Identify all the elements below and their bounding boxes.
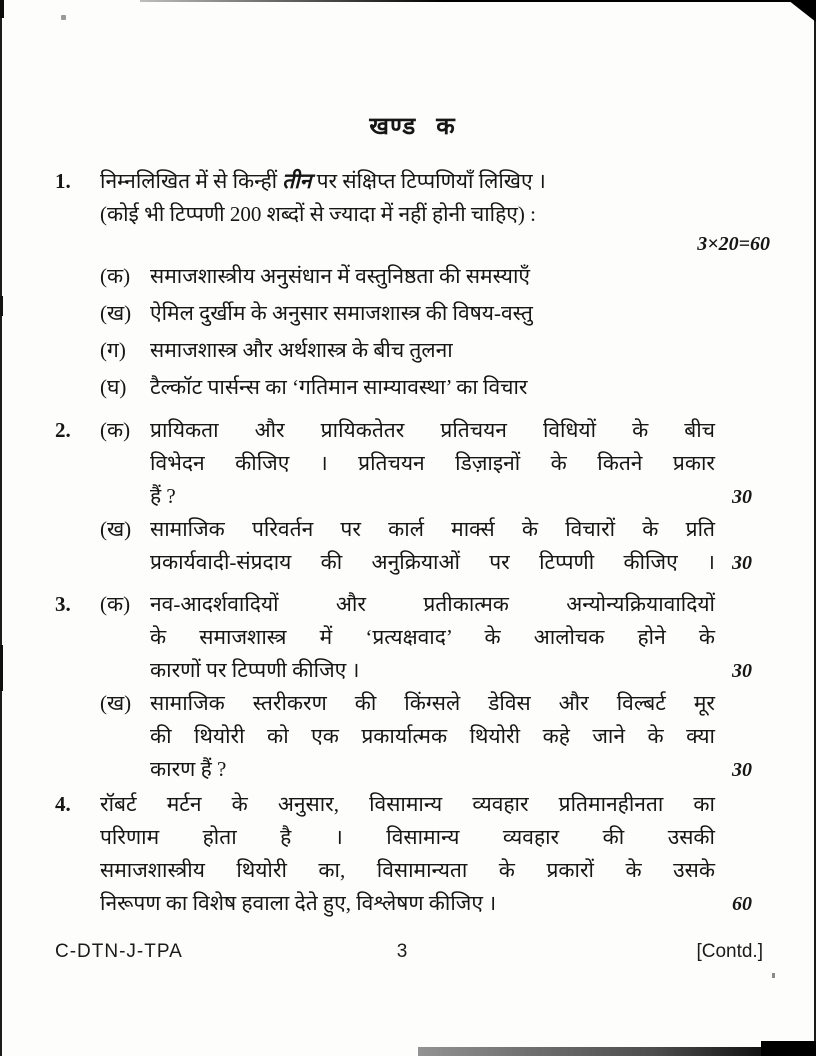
marks-value: 30 bbox=[732, 759, 752, 781]
question-text-line: निरूपण का विशेष हवाला देते हुए, विश्लेषण कीजिए । bbox=[100, 891, 497, 915]
question-part bbox=[55, 334, 770, 367]
page-content bbox=[55, 0, 770, 920]
scan-artifact-bottom-right-block bbox=[761, 1041, 816, 1056]
part-label: (क) bbox=[100, 264, 131, 288]
question-part bbox=[55, 297, 770, 330]
scan-artifact-bottom-bar bbox=[418, 1047, 816, 1056]
question-text-line: रॉबर्ट मर्टन के अनुसार, विसामान्य व्यवहार प्रतिमानहीनता का bbox=[100, 792, 715, 816]
question-part bbox=[55, 371, 770, 404]
part-text-line: हैं ? bbox=[150, 484, 176, 508]
question-1-number: 1. bbox=[55, 169, 71, 193]
question-text-line: परिणाम होता है । विसामान्य व्यवहार की उसकी bbox=[100, 825, 715, 849]
part-text-line: नव-आदर्शवादियों और प्रतीकात्मक अन्योन्यक्रियावादियों bbox=[150, 592, 715, 616]
question-1-parts bbox=[55, 260, 770, 404]
part-text-line: सामाजिक स्तरीकरण की किंग्सले डेविस और विल्बर्ट मूर bbox=[150, 691, 715, 715]
marks-value: 30 bbox=[732, 552, 752, 574]
part-text-line: प्रायिकता और प्रायिकतेतर प्रतिचयन विधियों के बीच bbox=[150, 418, 715, 442]
question-part bbox=[55, 260, 770, 293]
part-text: समाजशास्त्रीय अनुसंधान में वस्तुनिष्ठता की समस्याएँ bbox=[150, 264, 530, 288]
question-4 bbox=[55, 788, 770, 920]
scan-artifact-top-right-corner bbox=[788, 0, 816, 22]
part-label: (घ) bbox=[100, 375, 127, 399]
marks-value: 30 bbox=[732, 486, 752, 508]
part-text-line: कारण हैं ? bbox=[150, 757, 227, 781]
paper-code: C-DTN-J-TPA bbox=[55, 941, 183, 962]
question-2-number: 2. bbox=[55, 418, 71, 442]
part-text-line: के समाजशास्त्र में ‘प्रत्यक्षवाद’ के आलोचक होने के bbox=[150, 625, 715, 649]
question-1-intro-line2: (कोई भी टिप्पणी 200 शब्दों से ज्यादा में नहीं होनी चाहिए) : bbox=[100, 202, 536, 226]
scan-artifact-left-edge bbox=[0, 0, 2, 1056]
question-3a bbox=[55, 588, 770, 687]
marks-value: 60 bbox=[732, 893, 752, 915]
part-text: टैल्कॉट पार्सन्स का ‘गतिमान साम्यावस्था’ का विचार bbox=[150, 375, 528, 399]
question-3b bbox=[55, 687, 770, 786]
part-text-line: सामाजिक परिवर्तन पर कार्ल मार्क्स के विचारों के प्रति bbox=[150, 517, 715, 541]
question-2a bbox=[55, 414, 770, 513]
part-text: समाजशास्त्र और अर्थशास्त्र के बीच तुलना bbox=[150, 338, 453, 362]
scan-artifact-speck bbox=[61, 15, 66, 20]
question-1-intro-line1 bbox=[100, 165, 715, 198]
part-label: (क) bbox=[100, 592, 131, 616]
question-text-line: समाजशास्त्रीय थियोरी का, विसामान्यता के प्रकारों के उसके bbox=[100, 858, 715, 882]
page-footer bbox=[55, 941, 763, 963]
scan-artifact-left-blob bbox=[0, 0, 4, 18]
page-number: 3 bbox=[396, 941, 408, 962]
q1-intro-post: पर संक्षिप्त टिप्पणियाँ लिखिए । bbox=[311, 169, 546, 193]
part-text-line: की थियोरी को एक प्रकार्यात्मक थियोरी कहे जाने के क्या bbox=[150, 724, 715, 748]
question-1 bbox=[55, 165, 770, 257]
part-text-line: कारणों पर टिप्पणी कीजिए । bbox=[150, 658, 360, 682]
question-1-marks: 3×20=60 bbox=[697, 233, 770, 255]
part-label: (ख) bbox=[100, 301, 132, 325]
part-label: (ख) bbox=[100, 517, 132, 541]
part-label: (ख) bbox=[100, 691, 132, 715]
scan-artifact-left-blob bbox=[0, 645, 3, 691]
marks-value: 30 bbox=[732, 660, 752, 682]
scan-artifact-speck bbox=[772, 973, 775, 978]
part-label: (ग) bbox=[100, 338, 126, 362]
q1-intro-pre: निम्नलिखित में से किन्हीं bbox=[100, 169, 283, 193]
q1-intro-emphasis: तीन bbox=[282, 169, 312, 193]
question-2b bbox=[55, 513, 770, 579]
part-label: (क) bbox=[100, 418, 131, 442]
scan-artifact-top-edge bbox=[140, 0, 816, 2]
contd-label: [Contd.] bbox=[696, 941, 763, 962]
question-1-text bbox=[100, 165, 770, 257]
part-text-line: प्रकार्यवादी-संप्रदाय की अनुक्रियाओं पर टिप्पणी कीजिए । bbox=[150, 550, 715, 574]
section-heading: खण्ड क bbox=[369, 114, 456, 140]
question-4-number: 4. bbox=[55, 792, 71, 816]
part-text-line: विभेदन कीजिए । प्रतिचयन डिज़ाइनों के कितने प्रकार bbox=[150, 451, 715, 475]
scan-artifact-left-blob bbox=[0, 296, 3, 316]
question-3-number: 3. bbox=[55, 592, 71, 616]
part-text: ऐमिल दुर्खीम के अनुसार समाजशास्त्र की विषय-वस्तु bbox=[150, 301, 533, 325]
